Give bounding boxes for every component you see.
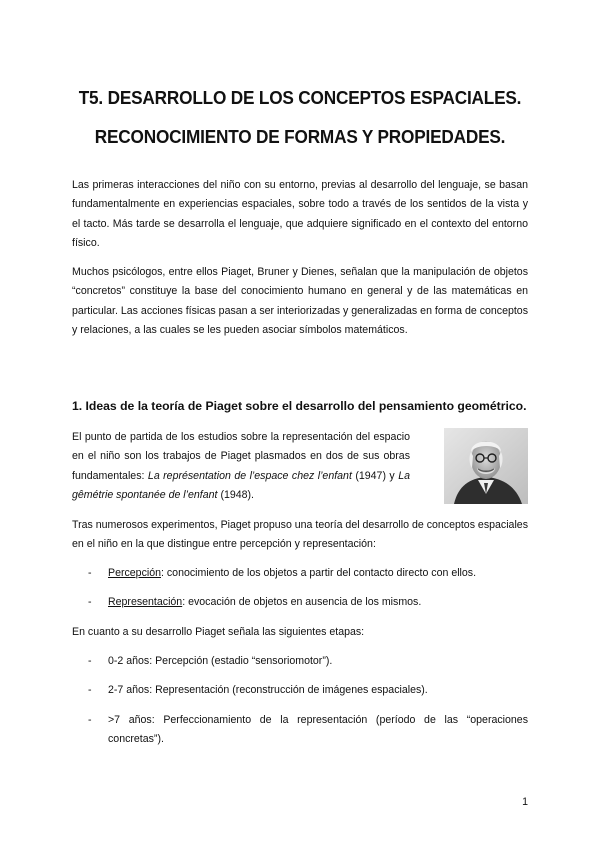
intro-paragraph-2: Muchos psicólogos, entre ellos Piaget, Bruner y Dienes, señalan que la manipulación de objetos “concretos” constituye la base del conocimiento humano en general y de las matemáticas en particular. Las acciones físicas pasan a ser interiorizadas y generalizadas en forma de conceptos y relaciones, a las cuales se les pueden asociar símbolos matemáticos. — [72, 266, 528, 336]
intro-paragraph-1: Las primeras interacciones del niño con su entorno, previas al desarrollo del lenguaje, se basan fundamentalmente en experiencias espaciales, sobre todo a través de los sentidos de la vista y el tacto. Más tarde se desarrolla el lenguaje, que adquiere significado en el contexto del entorno físico. — [72, 179, 528, 249]
stage-item-over-7 — [88, 711, 528, 750]
title-line-1: T5. DESARROLLO DE LOS CONCEPTOS ESPACIALES. — [78, 87, 522, 108]
book-year-2: (1948). — [220, 488, 255, 501]
term-representation: Representación — [108, 596, 183, 608]
definition-perception: : conocimiento de los objetos a partir del contacto directo con ellos. — [161, 567, 477, 579]
list-dash: - — [88, 684, 92, 696]
portrait-image — [444, 428, 528, 504]
piaget-works-text: El punto de partida de los estudios sobre la representación del espacio en el niño son los trabajos de Piaget plasmados en dos de sus obras fundamentales: — [72, 431, 410, 482]
list-dash: - — [88, 714, 92, 726]
book-title-1: La représentation de l’espace chez l’enfant — [147, 469, 352, 482]
stage-item-2-7 — [88, 681, 528, 700]
list-dash: - — [88, 567, 92, 579]
piaget-portrait-photo — [444, 428, 528, 504]
book-year-1: (1947) y — [355, 469, 395, 482]
piaget-works-paragraph — [72, 428, 410, 505]
book-title-2: La gêmétrie spontanée de l’enfant — [72, 469, 410, 501]
stage-text: 2-7 años: Representación (reconstrucción de imágenes espaciales). — [108, 684, 428, 696]
term-perception: Percepción — [108, 567, 161, 579]
section-heading: 1. Ideas de la teoría de Piaget sobre el desarrollo del pensamiento geométrico. — [72, 399, 527, 413]
title-line-2: RECONOCIMIENTO DE FORMAS Y PROPIEDADES. — [94, 126, 506, 147]
stage-text: 0-2 años: Percepción (estadio “sensoriomotor”). — [108, 655, 333, 667]
definition-representation: : evocación de objetos en ausencia de los mismos. — [182, 596, 422, 608]
stages-intro-paragraph: En cuanto a su desarrollo Piaget señala las siguientes etapas: — [72, 626, 365, 638]
definition-item-representation — [88, 593, 528, 612]
stage-item-0-2 — [88, 652, 528, 671]
definition-item-perception — [88, 564, 528, 583]
stage-text: >7 años: Perfeccionamiento de la representación (período de las “operaciones concretas”). — [108, 714, 528, 746]
list-dash: - — [88, 596, 92, 608]
list-dash: - — [88, 655, 92, 667]
page-number: 1 — [522, 796, 528, 808]
theory-paragraph: Tras numerosos experimentos, Piaget propuso una teoría del desarrollo de conceptos espaciales en el niño en la que distingue entre percepción y representación: — [72, 519, 528, 551]
